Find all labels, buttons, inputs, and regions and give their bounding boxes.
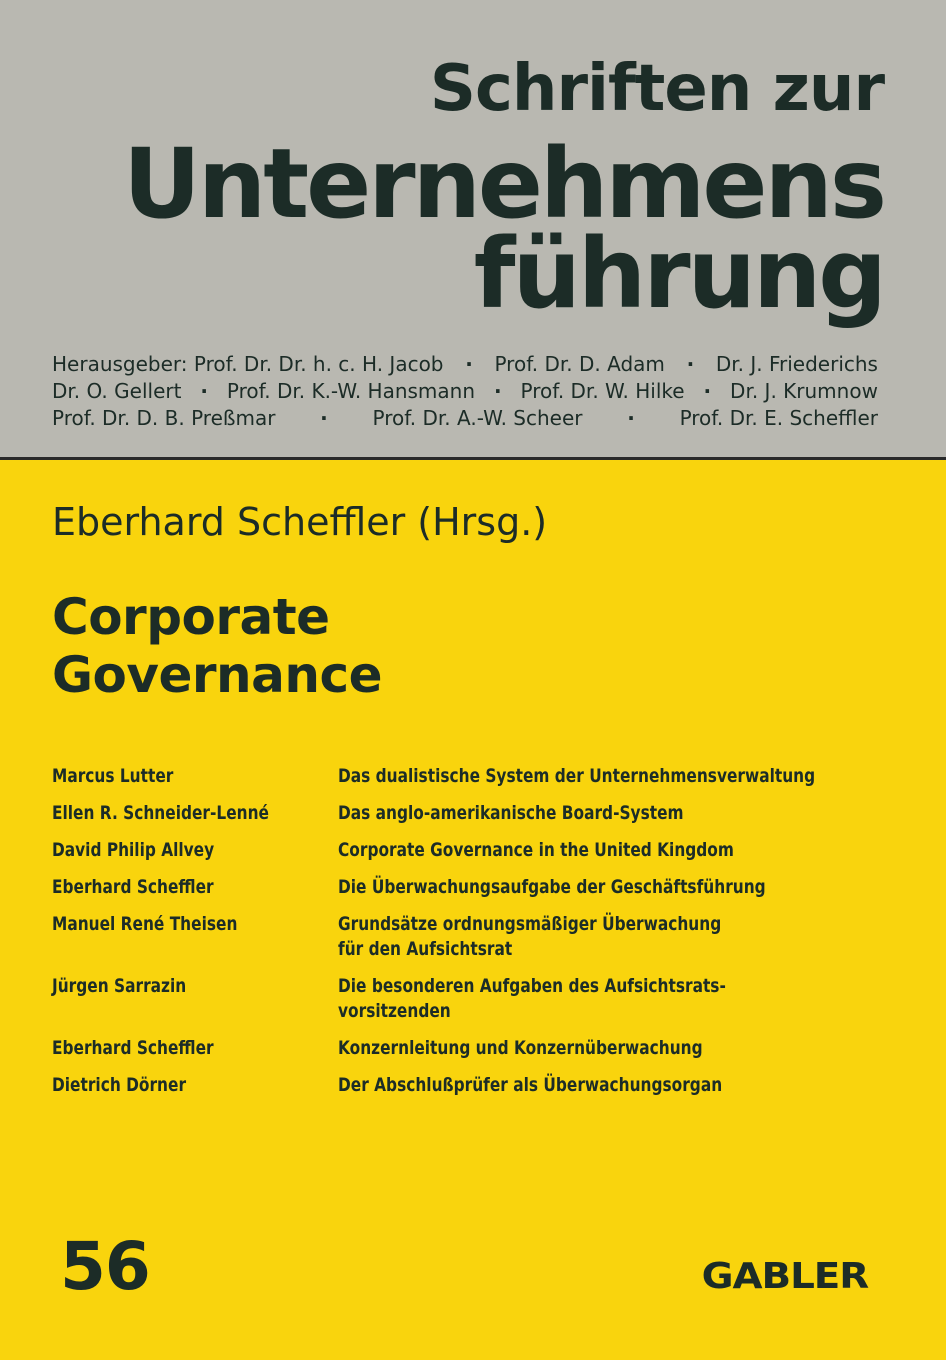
contents-entry xyxy=(52,1036,892,1061)
editor-separator: · xyxy=(686,352,695,376)
entry-chapter-title: Die Überwachungsaufgabe der Geschäftsführung xyxy=(338,876,766,898)
entry-chapter-title: Der Abschlußprüfer als Überwachungsorgan xyxy=(338,1074,723,1096)
entry-author: Eberhard Scheffler xyxy=(52,876,214,898)
entry-author: Dietrich Dörner xyxy=(52,1074,187,1096)
editor-name: Prof. Dr. D. B. Preßmar xyxy=(52,406,276,430)
contents-entry xyxy=(52,875,892,900)
entry-author: Manuel René Theisen xyxy=(52,913,238,935)
publisher-logo: GABLER xyxy=(701,1256,868,1297)
entry-author: Ellen R. Schneider-Lenné xyxy=(52,802,269,824)
series-title-line-2: Unternehmens xyxy=(122,128,884,240)
entry-author: Jürgen Sarrazin xyxy=(52,975,187,997)
series-title-line-1: Schriften zur xyxy=(429,52,884,126)
editors-line xyxy=(52,406,878,433)
volume-number: 56 xyxy=(60,1228,150,1305)
book-title xyxy=(52,588,382,704)
entry-chapter-title: Das anglo-amerikanische Board-System xyxy=(338,802,684,824)
contents-entry xyxy=(52,801,892,826)
entry-chapter-title: Konzernleitung und Konzernüberwachung xyxy=(338,1037,703,1059)
contents-entry xyxy=(52,1073,892,1098)
editor-separator: · xyxy=(200,379,208,403)
editor-name: Dr. J. Krumnow xyxy=(730,379,878,403)
book-editor-credit: Eberhard Scheffler (Hrsg.) xyxy=(52,500,548,544)
editor-separator: · xyxy=(320,406,328,430)
editor-separator: · xyxy=(627,406,635,430)
editor-separator: · xyxy=(703,379,712,403)
editor-name: Prof. Dr. K.-W. Hansmann xyxy=(226,379,476,403)
editor-name: Prof. Dr. A.-W. Scheer xyxy=(372,406,583,430)
entry-chapter-title: Corporate Governance in the United Kingdom xyxy=(338,839,734,861)
entry-author: David Philip Allvey xyxy=(52,839,215,861)
editor-name: Prof. Dr. W. Hilke xyxy=(520,379,685,403)
editors-line xyxy=(52,352,878,379)
editor-name: Prof. Dr. E. Scheffler xyxy=(679,406,878,430)
contents-entry xyxy=(52,838,892,863)
entry-chapter-title: Grundsätze ordnungsmäßiger Überwachung für den Aufsichtsrat xyxy=(338,913,722,960)
entry-author: Marcus Lutter xyxy=(52,765,174,787)
series-title-line-3: führung xyxy=(473,218,884,330)
entry-chapter-title: Das dualistische System der Unternehmensverwaltung xyxy=(338,765,816,787)
book-title-line-1: Corporate xyxy=(52,588,330,646)
editor-name: Prof. Dr. D. Adam xyxy=(494,352,665,376)
series-editors xyxy=(52,352,878,433)
contents-list xyxy=(52,764,892,1110)
book-title-line-2: Governance xyxy=(52,646,383,704)
editors-line xyxy=(52,379,878,406)
editor-separator: · xyxy=(465,352,473,376)
entry-chapter-title: Die besonderen Aufgaben des Aufsichtsrats- vorsitzenden xyxy=(338,975,726,1022)
contents-entry xyxy=(52,764,892,789)
editor-name: Herausgeber: Prof. Dr. Dr. h. c. H. Jacob xyxy=(52,352,444,376)
editor-separator: · xyxy=(493,379,502,403)
contents-entry xyxy=(52,912,892,962)
editor-name: Dr. O. Gellert xyxy=(52,379,182,403)
editor-name: Dr. J. Friederichs xyxy=(715,352,878,376)
entry-author: Eberhard Scheffler xyxy=(52,1037,214,1059)
contents-entry xyxy=(52,974,892,1024)
series-header-band xyxy=(0,0,946,460)
